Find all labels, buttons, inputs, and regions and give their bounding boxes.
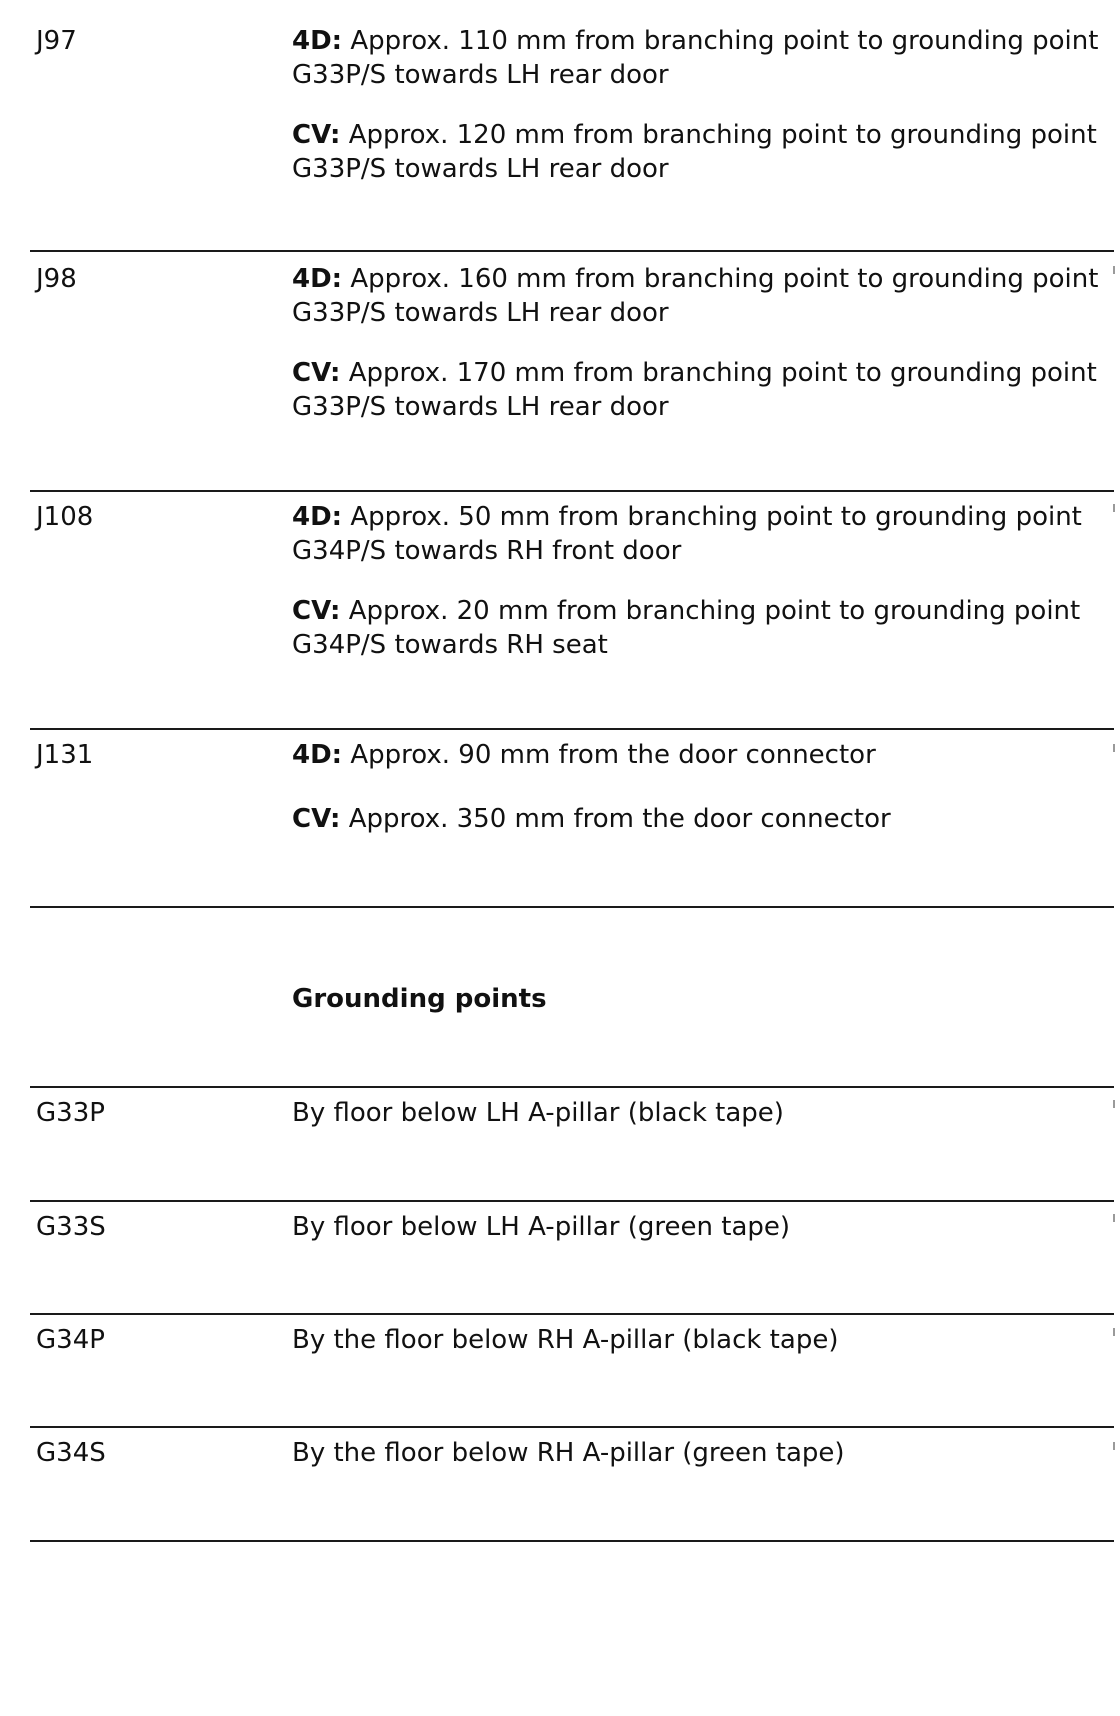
grounding-point-location: By floor below LH A-pillar (green tape) xyxy=(292,1212,791,1242)
variant-text: Approx. 170 mm from branching point to grounding point G33P/S towards LH rear door xyxy=(292,358,1097,422)
row-divider xyxy=(30,906,1114,908)
margin-mark xyxy=(1113,504,1115,512)
variant-text: Approx. 90 mm from the door connector xyxy=(342,740,876,770)
junction-description-4d xyxy=(292,500,1102,568)
junction-description-4d xyxy=(292,24,1102,92)
row-divider xyxy=(30,250,1114,252)
section-heading: Grounding points xyxy=(292,984,547,1014)
row-divider xyxy=(30,1426,1114,1428)
junction-code: J131 xyxy=(36,740,94,770)
variant-label: 4D: xyxy=(292,26,343,56)
junction-description-4d xyxy=(292,738,1102,772)
margin-mark xyxy=(1113,744,1115,752)
grounding-point-code: G34P xyxy=(36,1325,105,1355)
variant-text: Approx. 350 mm from the door connector xyxy=(340,804,891,834)
row-divider xyxy=(30,1086,1114,1088)
junction-description-4d xyxy=(292,262,1102,330)
junction-description-cv xyxy=(292,356,1102,424)
variant-label: CV: xyxy=(292,120,341,150)
variant-label: CV: xyxy=(292,804,341,834)
variant-label: 4D: xyxy=(292,740,343,770)
variant-text: Approx. 160 mm from branching point to grounding point G33P/S towards LH rear door xyxy=(292,264,1099,328)
junction-description-cv xyxy=(292,118,1102,186)
margin-mark xyxy=(1113,1328,1115,1336)
variant-text: Approx. 50 mm from branching point to grounding point G34P/S towards RH front door xyxy=(292,502,1082,566)
junction-description-cv xyxy=(292,802,1102,836)
margin-mark xyxy=(1113,1100,1115,1108)
variant-text: Approx. 110 mm from branching point to grounding point G33P/S towards LH rear door xyxy=(292,26,1099,90)
grounding-point-location: By floor below LH A-pillar (black tape) xyxy=(292,1098,784,1128)
variant-text: Approx. 120 mm from branching point to grounding point G33P/S towards LH rear door xyxy=(292,120,1097,184)
junction-code: J108 xyxy=(36,502,94,532)
variant-label: CV: xyxy=(292,596,341,626)
row-divider xyxy=(30,1540,1114,1542)
junction-code: J97 xyxy=(36,26,77,56)
grounding-point-location: By the floor below RH A-pillar (black tape) xyxy=(292,1325,839,1355)
row-divider xyxy=(30,728,1114,730)
grounding-point-code: G33P xyxy=(36,1098,105,1128)
row-divider xyxy=(30,1313,1114,1315)
grounding-point-code: G34S xyxy=(36,1438,106,1468)
variant-label: CV: xyxy=(292,358,341,388)
margin-mark xyxy=(1113,266,1115,274)
grounding-point-location: By the floor below RH A-pillar (green tape) xyxy=(292,1438,845,1468)
junction-code: J98 xyxy=(36,264,77,294)
variant-text: Approx. 20 mm from branching point to grounding point G34P/S towards RH seat xyxy=(292,596,1081,660)
variant-label: 4D: xyxy=(292,502,343,532)
row-divider xyxy=(30,490,1114,492)
variant-label: 4D: xyxy=(292,264,343,294)
margin-mark xyxy=(1113,1214,1115,1222)
margin-mark xyxy=(1113,1442,1115,1450)
junction-description-cv xyxy=(292,594,1102,662)
row-divider xyxy=(30,1200,1114,1202)
grounding-point-code: G33S xyxy=(36,1212,106,1242)
